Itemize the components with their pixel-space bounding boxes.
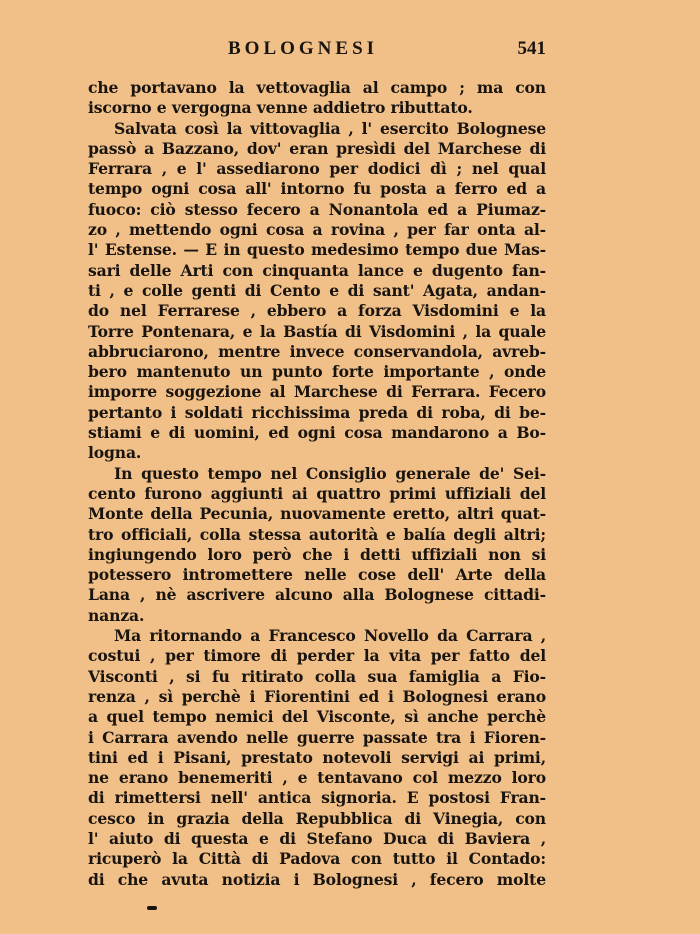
text-line: sari delle Arti con cinquanta lance e dugento fan- — [88, 260, 546, 280]
text-line: a quel tempo nemici del Visconte, sì anche perchè — [88, 707, 546, 727]
text-line: tempo ogni cosa all' intorno fu posta a ferro ed a — [88, 179, 546, 199]
text-line: In questo tempo nel Consiglio generale de' Sei- — [114, 463, 546, 483]
running-head — [88, 38, 546, 66]
text-line: di che avuta notizia i Bolognesi , fecero molte — [88, 869, 546, 889]
text-line: che portavano la vettovaglia al campo ; ma con — [88, 78, 546, 97]
text-line: l' aiuto di questa e di Stefano Duca di Baviera , — [88, 828, 546, 848]
text-line: nanza. — [88, 605, 145, 625]
text-line: bero mantenuto un punto forte importante , onde — [88, 362, 546, 382]
text-line: abbruciarono, mentre invece conservandola, avreb- — [88, 341, 546, 361]
page-number: 541 — [517, 38, 546, 59]
text-line: ne erano benemeriti , e tentavano col mezzo loro — [88, 768, 546, 788]
text-line: tini ed i Pisani, prestato notevoli servigi ai primi, — [88, 747, 546, 767]
body-text — [88, 78, 546, 890]
text-line: di rimettersi nell' antica signoria. E postosi Fran- — [88, 788, 546, 808]
running-head-title: BOLOGNESI — [228, 38, 379, 59]
text-line: Lana , nè ascrivere alcuno alla Bolognese cittadi- — [88, 585, 546, 605]
text-line: cento furono aggiunti ai quattro primi uffiziali del — [88, 483, 546, 503]
text-line: passò a Bazzano, dov' eran presìdi del Marchese di — [88, 138, 546, 158]
text-line: pertanto i soldati ricchissima preda di roba, di be- — [88, 402, 546, 422]
text-line: fuoco: ciò stesso fecero a Nonantola ed a Piumaz- — [88, 199, 546, 219]
text-line: Ferrara , e l' assediarono per dodici dì ; nel qual — [88, 159, 546, 179]
text-line: Visconti , si fu ritirato colla sua famiglia a Fio- — [88, 666, 546, 686]
text-line: i Carrara avendo nelle guerre passate tra i Fioren- — [88, 727, 546, 747]
text-line: Ma ritornando a Francesco Novello da Carrara , — [114, 626, 546, 646]
text-line: l' Estense. — E in questo medesimo tempo due Mas- — [88, 240, 546, 260]
text-line: cesco in grazia della Repubblica di Vinegia, con — [88, 808, 546, 828]
text-line: potessero intromettere nelle cose dell' Arte della — [88, 565, 546, 585]
text-line: imporre soggezione al Marchese di Ferrara. Fecero — [88, 382, 546, 402]
text-line: do nel Ferrarese , ebbero a forza Visdomini e la — [88, 301, 546, 321]
text-line: Torre Pontenara, e la Bastía di Visdomini , la quale — [88, 321, 546, 341]
text-line: tro officiali, colla stessa autorità e balía degli altri; — [88, 524, 546, 544]
text-line: iscorno e vergogna venne addietro ributtato. — [88, 98, 473, 118]
text-line: ingiungendo loro però che i detti uffiziali non si — [88, 544, 546, 564]
text-line: Salvata così la vittovaglia , l' esercito Bolognese — [114, 118, 546, 138]
text-line: ti , e colle genti di Cento e di sant' Agata, andan- — [88, 280, 546, 300]
text-line: Monte della Pecunia, nuovamente eretto, altri quat- — [88, 504, 546, 524]
ink-mark — [147, 906, 157, 910]
text-line: renza , sì perchè i Fiorentini ed i Bolognesi erano — [88, 686, 546, 706]
text-line: stiami e di uomini, ed ogni cosa mandarono a Bo- — [88, 423, 546, 443]
text-line: ricuperò la Città di Padova con tutto il Contado: — [88, 849, 546, 869]
text-line: costui , per timore di perder la vita per fatto del — [88, 646, 546, 666]
text-line: logna. — [88, 443, 142, 463]
text-line: zo , mettendo ogni cosa a rovina , per far onta al- — [88, 220, 546, 240]
